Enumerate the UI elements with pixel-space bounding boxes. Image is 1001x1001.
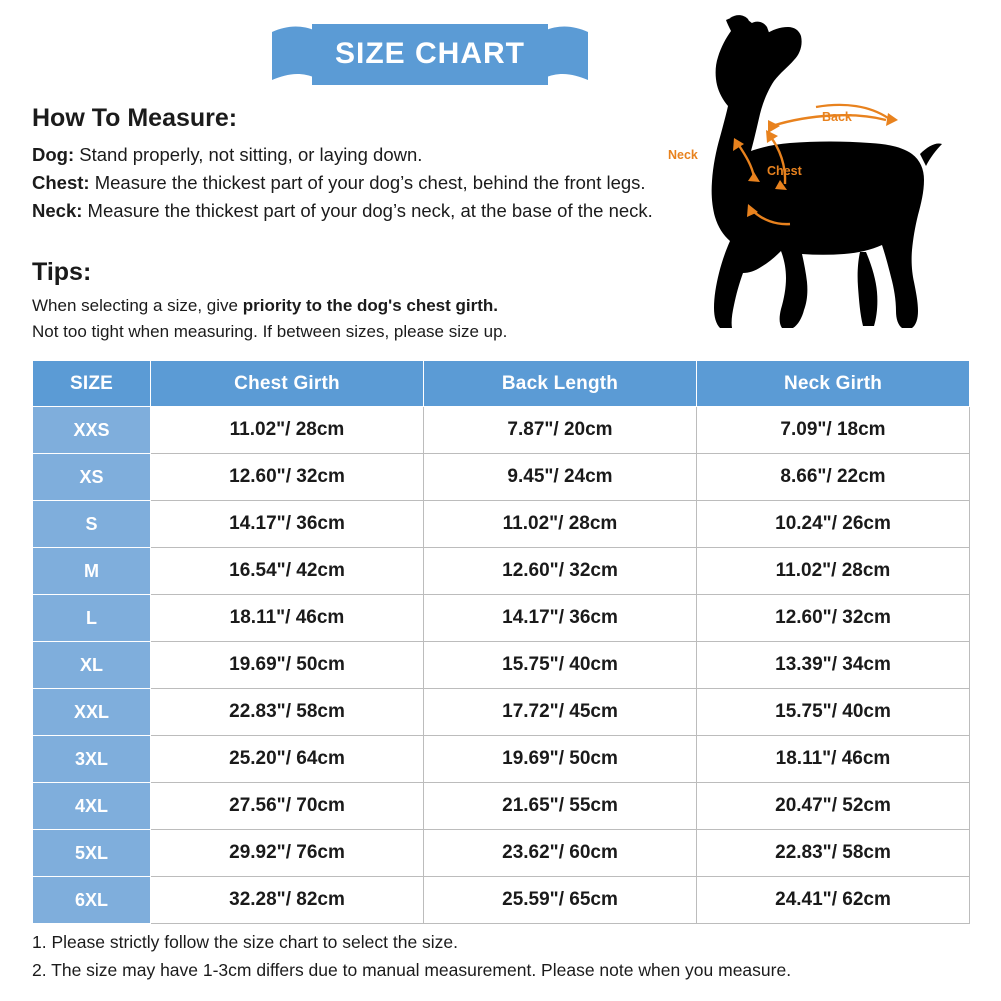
cell-size: XS — [33, 454, 151, 501]
cell-chest: 16.54"/ 42cm — [151, 548, 424, 595]
cell-size: L — [33, 595, 151, 642]
table-row — [33, 501, 970, 548]
column-header-chest: Chest Girth — [151, 361, 424, 407]
cell-chest: 32.28"/ 82cm — [151, 877, 424, 924]
cell-neck: 12.60"/ 32cm — [697, 595, 970, 642]
diagram-label-neck: Neck — [668, 148, 698, 162]
size-chart-table — [32, 360, 970, 924]
size-chart-banner — [272, 22, 588, 88]
table-row — [33, 642, 970, 689]
cell-back: 12.60"/ 32cm — [424, 548, 697, 595]
measure-item-neck — [32, 197, 692, 225]
how-to-measure-heading: How To Measure: — [32, 104, 238, 132]
cell-neck: 8.66"/ 22cm — [697, 454, 970, 501]
cell-neck: 18.11"/ 46cm — [697, 736, 970, 783]
measure-item-dog-text: Stand properly, not sitting, or laying down. — [74, 144, 423, 165]
cell-chest: 11.02"/ 28cm — [151, 407, 424, 454]
measure-item-chest — [32, 169, 692, 197]
measure-item-chest-text: Measure the thickest part of your dog’s chest, behind the front legs. — [89, 172, 646, 194]
banner-title: SIZE CHART — [335, 37, 525, 70]
how-to-measure-section — [32, 104, 692, 225]
cell-neck: 24.41"/ 62cm — [697, 877, 970, 924]
cell-size: XL — [33, 642, 151, 689]
diagram-label-chest: Chest — [767, 164, 802, 178]
tips-line-2: Not too tight when measuring. If between sizes, please size up. — [32, 322, 508, 342]
table-header-row — [33, 361, 970, 407]
measure-item-dog-label: Dog: — [32, 144, 75, 165]
measure-item-neck-text: Measure the thickest part of your dog’s neck, at the base of the neck. — [82, 200, 653, 222]
cell-size: M — [33, 548, 151, 595]
tips-line-1-prefix: When selecting a size, give — [32, 296, 243, 315]
cell-back: 25.59"/ 65cm — [424, 877, 697, 924]
table-row — [33, 689, 970, 736]
cell-size: 6XL — [33, 877, 151, 924]
table-row — [33, 783, 970, 830]
cell-chest: 29.92"/ 76cm — [151, 830, 424, 877]
measure-item-dog — [32, 141, 692, 169]
cell-chest: 19.69"/ 50cm — [151, 642, 424, 689]
cell-chest: 22.83"/ 58cm — [151, 689, 424, 736]
table-row — [33, 736, 970, 783]
cell-neck: 10.24"/ 26cm — [697, 501, 970, 548]
column-header-neck: Neck Girth — [697, 361, 970, 407]
cell-chest: 14.17"/ 36cm — [151, 501, 424, 548]
cell-chest: 25.20"/ 64cm — [151, 736, 424, 783]
cell-size: XXS — [33, 407, 151, 454]
table-row — [33, 830, 970, 877]
cell-back: 19.69"/ 50cm — [424, 736, 697, 783]
column-header-size: SIZE — [33, 361, 151, 407]
table-row — [33, 548, 970, 595]
cell-size: 4XL — [33, 783, 151, 830]
measure-item-chest-label: Chest: — [32, 172, 90, 194]
cell-neck: 7.09"/ 18cm — [697, 407, 970, 454]
cell-size: S — [33, 501, 151, 548]
footnote-1: 1. Please strictly follow the size chart to select the size. — [32, 932, 459, 952]
column-header-back: Back Length — [424, 361, 697, 407]
footnote-2: 2. The size may have 1-3cm differs due to manual measurement. Please note when you measure. — [32, 960, 792, 981]
cell-back: 7.87"/ 20cm — [424, 407, 697, 454]
cell-size: 5XL — [33, 830, 151, 877]
tips-section — [32, 258, 712, 346]
dog-body-shape — [712, 15, 942, 328]
cell-neck: 20.47"/ 52cm — [697, 783, 970, 830]
table-row — [33, 595, 970, 642]
tips-line-1-emphasis: priority to the dog's chest girth. — [242, 296, 498, 315]
table-row — [33, 407, 970, 454]
cell-neck: 22.83"/ 58cm — [697, 830, 970, 877]
cell-chest: 27.56"/ 70cm — [151, 783, 424, 830]
footnotes — [32, 928, 972, 985]
cell-back: 14.17"/ 36cm — [424, 595, 697, 642]
cell-back: 11.02"/ 28cm — [424, 501, 697, 548]
cell-back: 9.45"/ 24cm — [424, 454, 697, 501]
cell-neck: 11.02"/ 28cm — [697, 548, 970, 595]
cell-neck: 13.39"/ 34cm — [697, 642, 970, 689]
table-row — [33, 454, 970, 501]
cell-size: 3XL — [33, 736, 151, 783]
cell-back: 17.72"/ 45cm — [424, 689, 697, 736]
measure-item-neck-label: Neck: — [32, 200, 83, 222]
cell-back: 23.62"/ 60cm — [424, 830, 697, 877]
dog-silhouette-diagram — [630, 14, 1000, 349]
cell-back: 15.75"/ 40cm — [424, 642, 697, 689]
cell-chest: 18.11"/ 46cm — [151, 595, 424, 642]
cell-size: XXL — [33, 689, 151, 736]
tips-heading: Tips: — [32, 258, 92, 286]
tips-line-1 — [32, 293, 712, 319]
cell-back: 21.65"/ 55cm — [424, 783, 697, 830]
table-row — [33, 877, 970, 924]
diagram-label-back: Back — [822, 110, 852, 124]
cell-neck: 15.75"/ 40cm — [697, 689, 970, 736]
cell-chest: 12.60"/ 32cm — [151, 454, 424, 501]
